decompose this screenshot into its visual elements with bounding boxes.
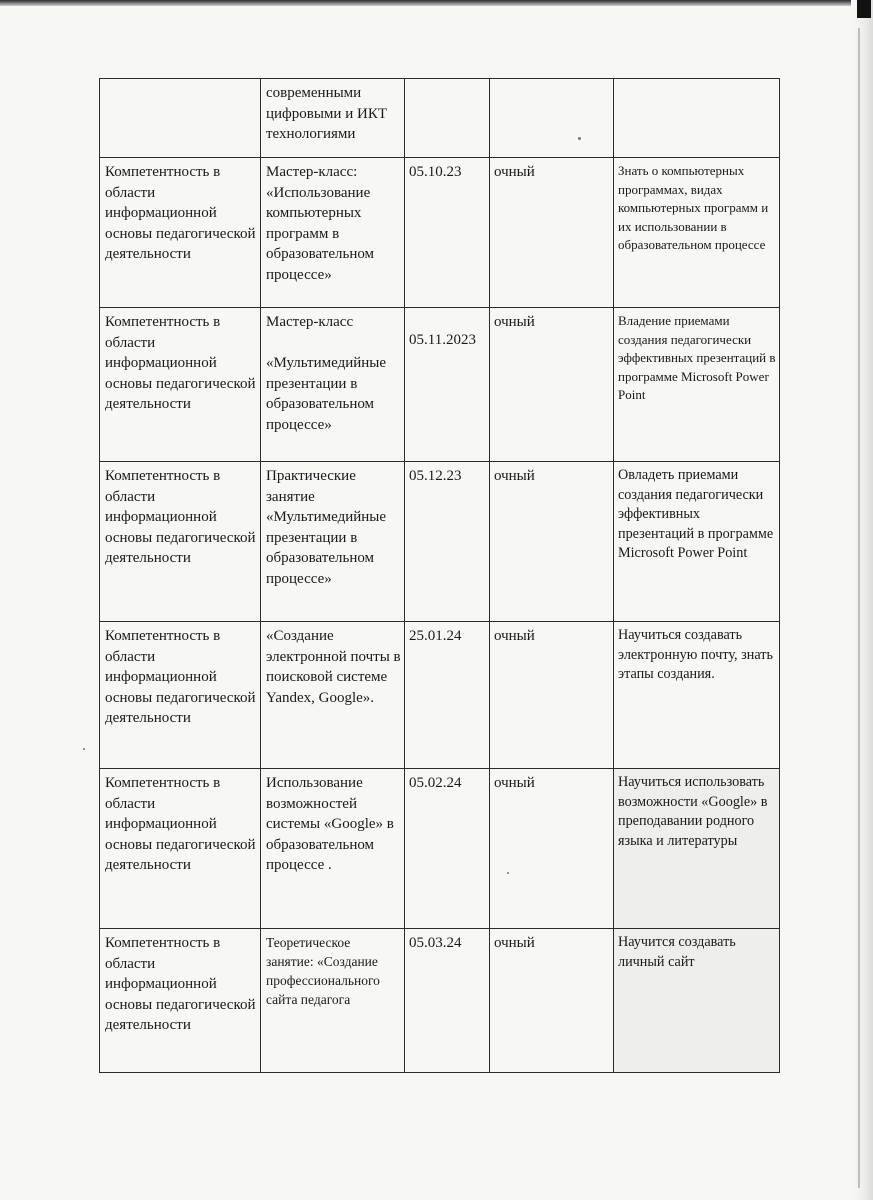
competence-cell: Компетентность в области информационной основы педагогической деятельности	[100, 929, 261, 1073]
scan-right-edge	[851, 0, 873, 1200]
event-cell: Теоретическое занятие: «Создание профессионального сайта педагога	[261, 929, 405, 1073]
scan-top-edge	[0, 0, 873, 6]
form-cell: очный	[490, 158, 614, 308]
date-cell	[405, 79, 490, 158]
competence-cell: Компетентность в области информационной основы педагогической деятельности	[100, 462, 261, 622]
form-cell: очный	[490, 622, 614, 769]
event-cell: Мастер-класс: «Использование компьютерных программ в образовательном процессе»	[261, 158, 405, 308]
result-cell: Научиться создавать электронную почту, знать этапы создания.	[614, 622, 780, 769]
result-cell: Владение приемами создания педагогически эффективных презентаций в программе Microsoft Power Point	[614, 308, 780, 462]
event-cell: Использование возможностей системы «Google» в образовательном процессе .	[261, 769, 405, 929]
competence-cell: Компетентность в области информационной основы педагогической деятельности	[100, 622, 261, 769]
date-cell: 25.01.24	[405, 622, 490, 769]
table-row	[100, 769, 780, 929]
event-cell: Мастер-класс «Мультимедийные презентации в образовательном процессе»	[261, 308, 405, 462]
scan-corner-mark	[857, 0, 871, 18]
result-cell: Знать о компьютерных программах, видах компьютерных программ и их использовании в образовательном процессе	[614, 158, 780, 308]
competence-cell: Компетентность в области информационной основы педагогической деятельности	[100, 158, 261, 308]
event-cell: современными цифровыми и ИКТ технологиями	[261, 79, 405, 158]
table-row	[100, 929, 780, 1073]
scan-speck	[83, 748, 85, 750]
table-row	[100, 79, 780, 158]
table-row	[100, 158, 780, 308]
form-cell: очный	[490, 308, 614, 462]
page-edge-line	[858, 28, 860, 1188]
table-row	[100, 308, 780, 462]
event-cell: Практические занятие «Мультимедийные презентации в образовательном процессе»	[261, 462, 405, 622]
plan-table	[99, 78, 780, 1073]
date-cell: 05.10.23	[405, 158, 490, 308]
competence-cell: Компетентность в области информационной основы педагогической деятельности	[100, 769, 261, 929]
form-cell	[490, 79, 614, 158]
result-cell: Научится создавать личный сайт	[614, 929, 780, 1073]
result-cell: Овладеть приемами создания педагогически эффективных презентаций в программе Microsoft Power Point	[614, 462, 780, 622]
date-cell: 05.11.2023	[405, 308, 490, 462]
event-cell: «Создание электронной почты в поисковой системе Yandex, Google».	[261, 622, 405, 769]
result-cell	[614, 79, 780, 158]
date-cell: 05.02.24	[405, 769, 490, 929]
result-cell: Научиться использовать возможности «Google» в преподавании родного языка и литературы	[614, 769, 780, 929]
date-cell: 05.03.24	[405, 929, 490, 1073]
form-cell: очный	[490, 769, 614, 929]
competence-cell: Компетентность в области информационной основы педагогической деятельности	[100, 308, 261, 462]
form-cell: очный	[490, 929, 614, 1073]
form-cell: очный	[490, 462, 614, 622]
table-row	[100, 462, 780, 622]
date-cell: 05.12.23	[405, 462, 490, 622]
competence-cell	[100, 79, 261, 158]
table-row	[100, 622, 780, 769]
